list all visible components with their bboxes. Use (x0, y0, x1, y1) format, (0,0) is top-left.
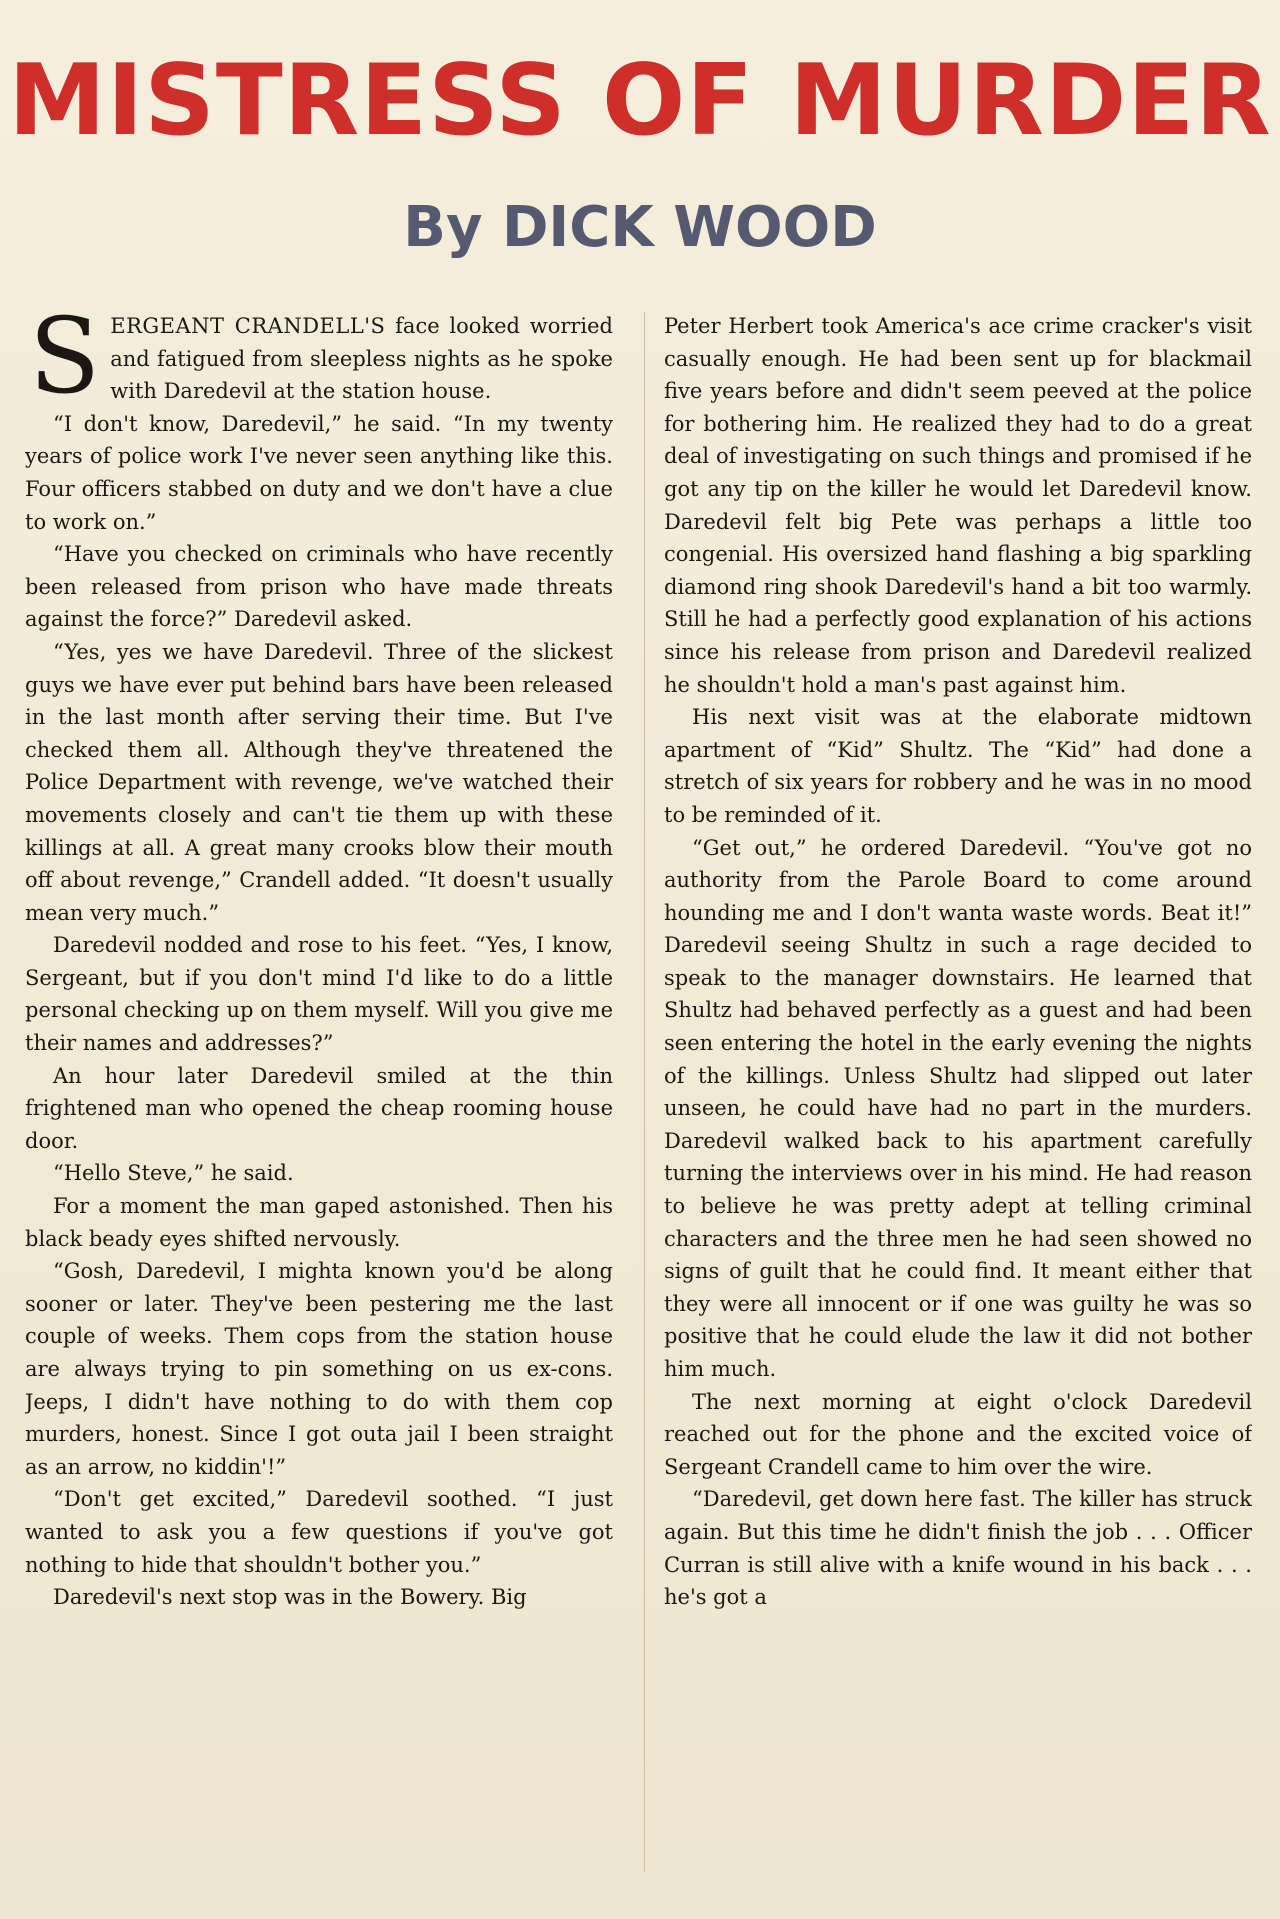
paragraph: For a moment the man gaped astonished. Then his black beady eyes shifted nervously. (25, 1194, 613, 1251)
drop-cap: S (29, 310, 101, 417)
left-column (25, 310, 613, 1880)
paragraph: His next visit was at the elaborate midtown apartment of “Kid” Shultz. The “Kid” had done a stretch of six years for robbery and he was in no mood to be reminded of it. (664, 705, 1252, 827)
lead-caps: ERGEANT CRANDELL'S (110, 314, 386, 338)
paragraph: “Daredevil, get down here fast. The killer has struck again. But this time he didn't finish the job . . . Officer Curran is still alive with a knife wound in his back . . . he's got a (664, 1487, 1252, 1610)
paragraph: “Have you checked on criminals who have recently been released from prison who have made threats against the force?” Daredevil asked. (25, 542, 613, 632)
continued-paragraph: Peter Herbert took America's ace crime cracker's visit casually enough. He had been sent up for blackmail five years before and didn't seem peeved at the police for bothering him. He realized they had to do a great deal of investigating on such things and promised if he got any tip on the killer he would let Daredevil know. Daredevil felt big Pete was perhaps a little too congenial. His oversized hand flashing a big sparkling diamond ring shook Daredevil's hand a bit too warmly. Still he had a perfectly good explanation of his actions since his release from prison and Daredevil realized he shouldn't hold a man's past against him. (664, 314, 1252, 697)
opening-paragraph (25, 310, 613, 417)
column-divider (644, 312, 645, 1872)
paragraph: “Don't get excited,” Daredevil soothed. “I just wanted to ask you a few questions if you've got nothing to hide that shouldn't bother you.” (25, 1487, 613, 1577)
paragraph: Daredevil's next stop was in the Bowery. Big (53, 1585, 527, 1610)
paragraph: An hour later Daredevil smiled at the thin frightened man who opened the cheap rooming house door. (25, 1063, 613, 1153)
right-column (664, 310, 1252, 1880)
paragraph: “Get out,” he ordered Daredevil. “You've got no authority from the Parole Board to come around hounding me and I don't wanta waste words. Beat it!” Daredevil seeing Shultz in such a rage decided to speak to the manager downstairs. He learned that Shultz had behaved perfectly as a guest and had been seen entering the hotel in the early evening the nights of the killings. Unless Shultz had slipped out later unseen, he could have had no part in the murders. Daredevil walked back to his apartment carefully turning the interviews over in his mind. He had reason to believe he was pretty adept at telling criminal characters and the three men he had seen showed no signs of guilt that he could find. It meant either that they were all innocent or if one was guilty he was so positive that he could elude the law it did not bother him much. (664, 835, 1252, 1381)
paragraph: Daredevil nodded and rose to his feet. “Yes, I know, Sergeant, but if you don't mind I'd like to do a little personal checking up on them myself. Will you give me their names and addresses?” (25, 933, 613, 1056)
paragraph: “Hello Steve,” he said. (53, 1161, 294, 1186)
paragraph: “Yes, yes we have Daredevil. Three of the slickest guys we have ever put behind bars have been released in the last month after serving their time. But I've checked them all. Although they've threatened the Police Department with revenge, we've watched their movements closely and can't tie them up with these killings at all. A great many crooks blow their mouth off about revenge,” Crandell added. “It doesn't usually mean very much.” (25, 639, 613, 925)
article-title: MISTRESS OF MURDER (8, 44, 1272, 158)
paragraph: “Gosh, Daredevil, I mighta known you'd be along sooner or later. They've been pestering me the last couple of weeks. Them cops from the station house are always trying to pin something on us ex-cons. Jeeps, I didn't have nothing to do with them cop murders, honest. Since I got outa jail I been straight as an arrow, no kiddin'!” (25, 1259, 613, 1479)
paragraph: “I don't know, Daredevil,” he said. “In my twenty years of police work I've never seen anything like this. Four officers stabbed on duty and we don't have a clue to work on.” (25, 411, 613, 534)
paragraph: The next morning at eight o'clock Daredevil reached out for the phone and the excited voice of Sergeant Crandell came to him over the wire. (664, 1389, 1252, 1479)
lead-text: face looked worried and fatigued from sleepless nights as he spoke with Daredevil at the station house. (110, 314, 613, 404)
article-byline: By DICK WOOD (403, 195, 877, 260)
